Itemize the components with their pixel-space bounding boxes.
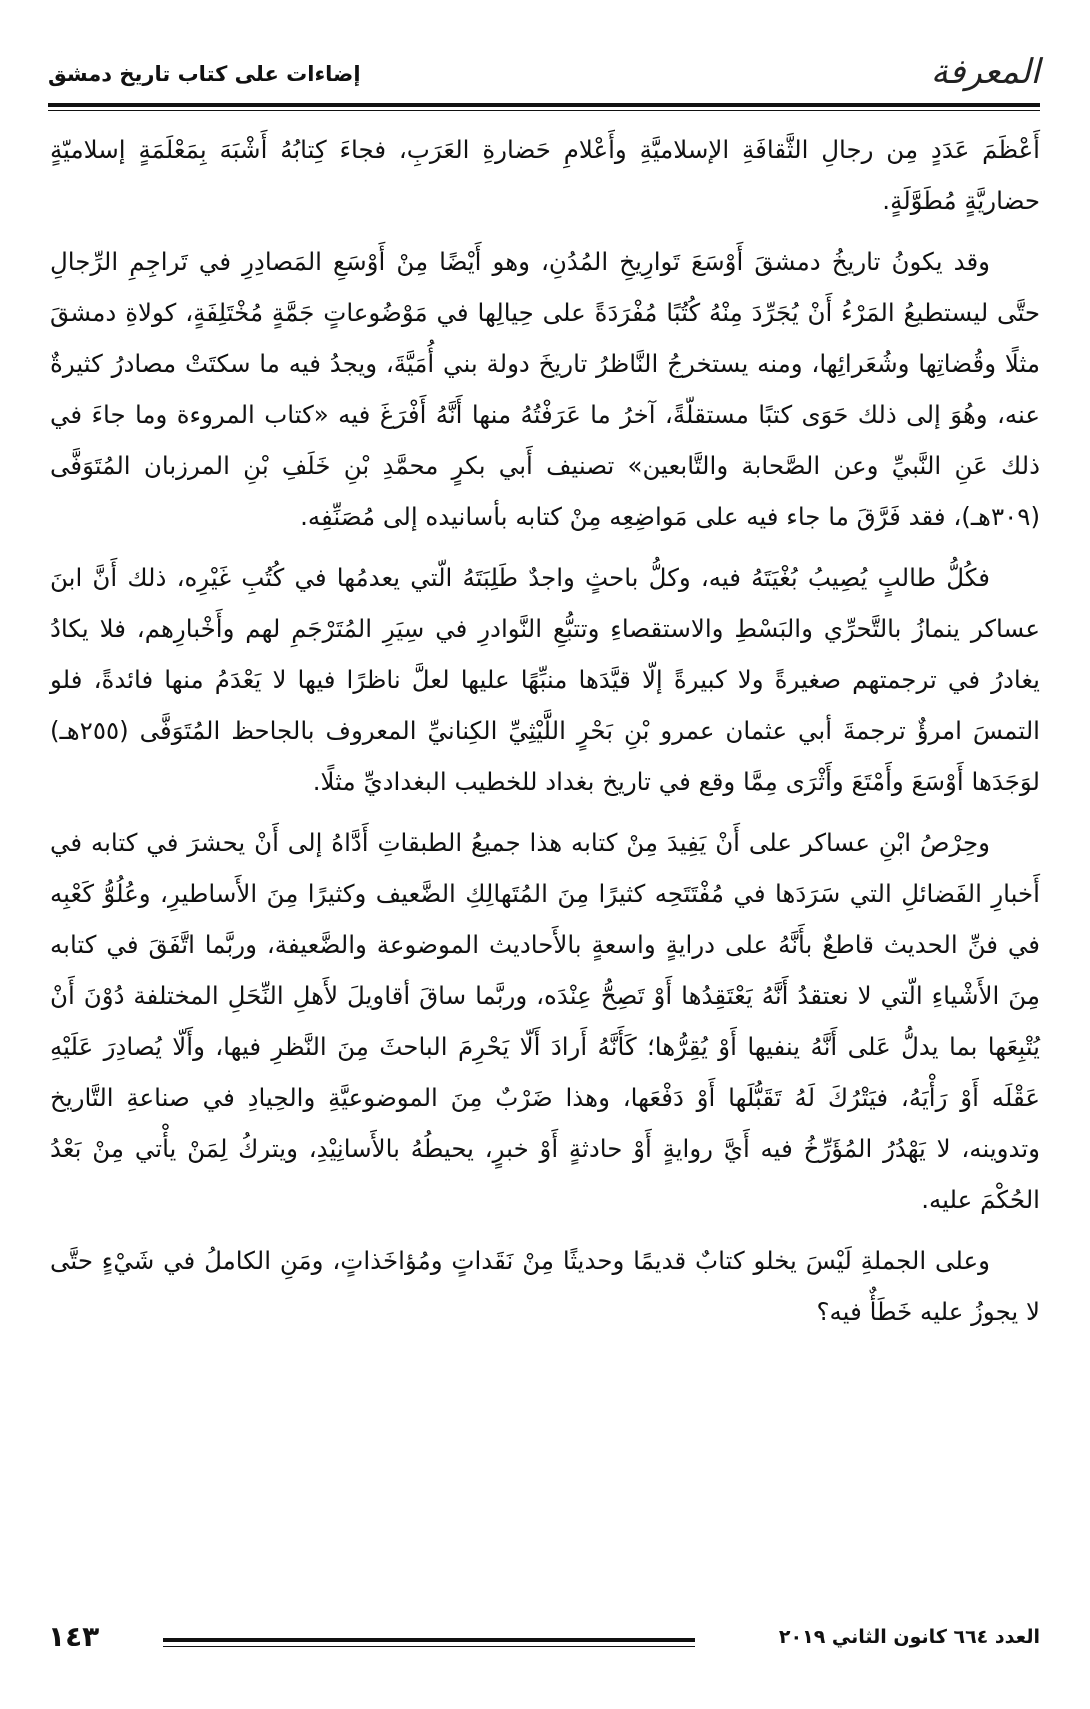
footer-rule xyxy=(163,1638,695,1642)
running-title: إضاءات على كتاب تاريخ دمشق xyxy=(48,62,361,86)
journal-logo: المعرفة xyxy=(930,52,1040,92)
page-number: ١٤٣ xyxy=(48,1620,100,1653)
paragraph: فكُلُّ طالبٍ يُصِيبُ بُغْيَتَهُ فيه، وكلُّ باحثٍ واجدٌ طَلِبَتَهُ الّتي يعدمُها في كُتُبِ غَيْرِه، ذلك أَنَّ ابنَ عساكر ينمازُ بالتَّحرِّي والبَسْطِ والاستقصاءِ وتتبُّعِ النَّوادرِ في سِيَرِ المُتَرْجَمِ لهم وأَخْبارِهم، فلا يكادُ يغادرُ في ترجمتهم صغيرةً ولا كبيرةً إلّا قيَّدَها منبِّهًا عليها لعلَّ ناظرًا فيها لا يَعْدَمُ منها فائدةً، فلو التمسَ امرؤٌ ترجمةَ أبي عثمان عمرو بْنِ بَحْرٍ اللَّيْثِيِّ الكِنانيِّ المعروف بالجاحظ المُتَوَفَّى (٢٥٥هـ) لوَجَدَها أَوْسَعَ وأَمْتَعَ وأَثْرَى مِمَّا وقع في تاريخ بغداد للخطيب البغداديِّ مثلًا. xyxy=(50,563,1040,796)
paragraph: أَعْظَمَ عَدَدٍ مِن رجالِ الثَّقافَةِ الإسلاميَّةِ وأَعْلامِ حَضارةِ العَرَبِ، فجاءَ كِتابُهُ أَشْبَهَ بِمَعْلَمَةٍ إسلاميّةٍ حضاريَّةٍ مُطَوَّلَةٍ. xyxy=(50,135,1040,215)
article-body xyxy=(50,124,1040,1347)
paragraph: وحِرْصُ ابْنِ عساكر على أَنْ يَفِيدَ مِنْ كتابه هذا جميعُ الطبقاتِ أَدَّاهُ إلى أَنْ يحشرَ في كتابه في أَخبارِ الفَضائلِ التي سَرَدَها في مُفْتَتَحِه كثيرًا مِنَ المُتَهالِكِ الضَّعيف وكثيرًا مِنَ الأَساطيرِ، وعُلُوُّ كَعْبِه في فنِّ الحديث قاطعٌ بأَنَّهُ على درايةٍ واسعةٍ بالأَحاديث الموضوعة والضَّعيفة، وربَّما اتَّفَقَ في كتابه مِنَ الأَشْياءِ الّتي لا نعتقدُ أَنَّهُ يَعْتَقِدُها أَوْ تَصِحُّ عِنْدَه، وربَّما ساقَ أقاويلَ لأَهلِ النِّحَلِ المختلفة دُوْنَ أَنْ يُتْبِعَها بما يدلُّ عَلى أَنَّهُ ينفيها أَوْ يُقِرُّها؛ كَأَنَّهُ أَرادَ أَلّا يَحْرِمَ الباحثَ مِنَ النَّظرِ فيها، وأَلّا يُصادِرَ عَلَيْهِ عَقْلَه أَوْ رَأْيَهُ، فيَتْرُكَ لَهُ تَقَبُّلَها أَوْ دَفْعَها، وهذا ضَرْبٌ مِنَ الموضوعيَّةِ والحِيادِ في صناعةِ التَّاريخ وتدوينه، لا يَهْدُرُ المُؤَرِّخُ فيه أَيَّ روايةٍ أَوْ حادثةٍ أَوْ خبرٍ، يحيطُهُ بالأَسانِيْدِ، ويتركُ لِمَنْ يأْتي مِنْ بَعْدُ الحُكْمَ عليه. xyxy=(50,828,1040,1214)
page-footer xyxy=(48,1620,1040,1660)
issue-info: العدد ٦٦٤ كانون الثاني ٢٠١٩ xyxy=(778,1626,1040,1648)
page-header xyxy=(48,38,1040,102)
paragraph: وعلى الجملةِ لَيْسَ يخلو كتابٌ قديمًا وحديثًا مِنْ نَقَداتٍ ومُؤاخَذاتٍ، ومَنِ الكاملُ في شَيْءٍ حتَّى لا يجوزُ عليه خَطَأٌ فيه؟ xyxy=(50,1246,1040,1326)
paragraph: وقد يكونُ تاريخُ دمشقَ أَوْسَعَ تَوارِيخِ المُدُنِ، وهو أَيْضًا مِنْ أَوْسَعِ المَصادِرِ في تَراجِمِ الرِّجالِ حتَّى ليستطيعُ المَرْءُ أَنْ يُجَرِّدَ مِنْهُ كُتُبًا مُفْرَدَةً على حِيالِها في مَوْضُوعاتٍ جَمَّةٍ مُخْتَلِفَةٍ، كولاةِ دمشقَ مثلًا وقُضاتِها وشُعَرائِها، ومنه يستخرجُ النَّاظرُ تاريخَ دولة بني أُمَيَّةَ، ويجدُ فيه ما سكتَتْ مصادرُ كثيرةٌ عنه، وهُوَ إلى ذلك حَوَى كتبًا مستقلّةً، آخرُ ما عَرَفْتُهُ منها أَنَّهُ أَفْرَغَ فيه «كتاب المروءة وما جاءَ في ذلك عَنِ النَّبيِّ وعن الصَّحابة والتَّابعين» تصنيف أَبي بكرٍ محمَّدِ بْنِ خَلَفِ بْنِ المرزبان المُتَوَفَّى (٣٠٩هـ)، فقد فَرَّقَ ما جاء فيه على مَواضِعِه مِنْ كتابه بأسانيده إلى مُصَنِّفِه. xyxy=(50,247,1040,531)
header-rule xyxy=(48,103,1040,107)
